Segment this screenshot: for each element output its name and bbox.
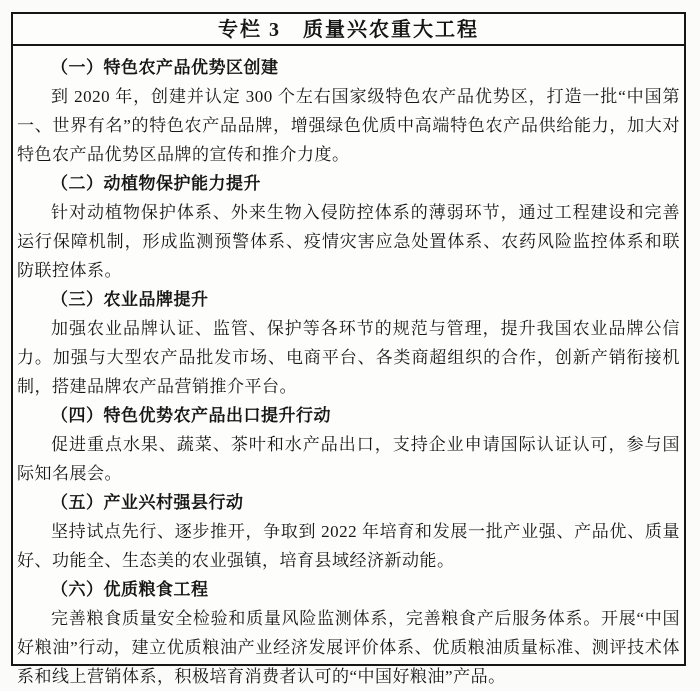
section-heading-1: （一）特色农产品优势区创建 [51,58,279,77]
section-body-1: 到 2020 年，创建并认定 300 个左右国家级特色农产品优势区，打造一批“中国第一、世界有名”的特色农产品品牌，增强绿色优质中高端特色农产品供给能力，加大对特色农产品优势区品牌的宣传和推介力度。 [17,87,680,164]
section-body-4: 促进重点水果、蔬菜、茶叶和水产品出口，支持企业申请国际认证认可，参与国际知名展会。 [17,435,680,483]
panel-content [13,46,684,691]
column-box [11,12,686,686]
panel-title-text: 专栏 3 质量兴农重大工程 [218,19,479,41]
section-body-2: 针对动植物保护体系、外来生物入侵防控体系的薄弱环节，通过工程建设和完善运行保障机制，形成监测预警体系、疫情灾害应急处置体系、农药风险监控体系和联防联控体系。 [17,203,680,280]
section-body-6: 完善粮食质量安全检验和质量风险监测体系，完善粮食产后服务体系。开展“中国好粮油”行动，建立优质粮油产业经济发展评价体系、优质粮油质量标准、测评技术体系和线上营销体系，积极培育消费者认可的“中国好粮油”产品。 [17,609,680,686]
section-heading-2: （二）动植物保护能力提升 [51,174,261,193]
panel-title [13,14,684,46]
section-body-3: 加强农业品牌认证、监管、保护等各环节的规范与管理，提升我国农业品牌公信力。加强与大型农产品批发市场、电商平台、各类商超组织的合作，创新产销衔接机制，搭建品牌农产品营销推介平台。 [17,319,680,396]
section-heading-5: （五）产业兴村强县行动 [51,493,244,512]
section-heading-6: （六）优质粮食工程 [51,580,209,599]
section-heading-3: （三）农业品牌提升 [51,290,209,309]
section-heading-4: （四）特色优势农产品出口提升行动 [51,406,331,425]
section-body-5: 坚持试点先行、逐步推开，争取到 2022 年培育和发展一批产业强、产品优、质量好、功能全、生态美的农业强镇，培育县域经济新动能。 [17,522,680,570]
